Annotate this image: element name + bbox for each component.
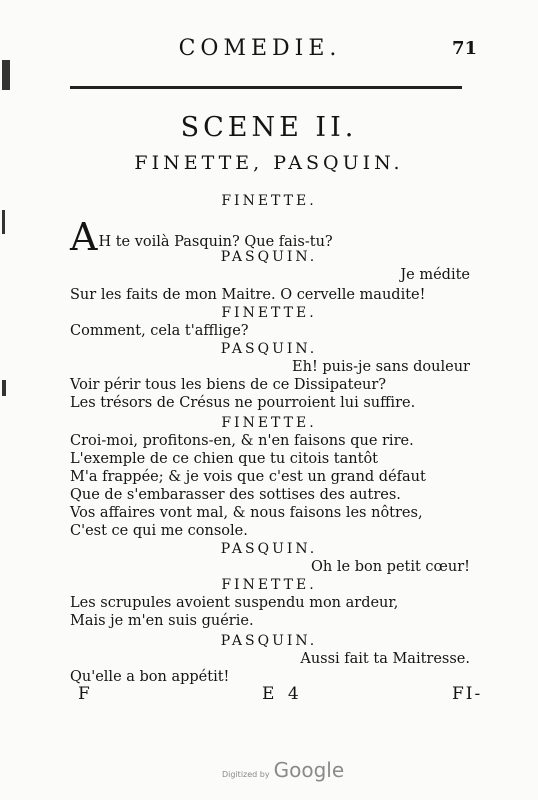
scene-characters: FINETTE, PASQUIN. <box>134 152 404 174</box>
page-number: 71 <box>452 38 478 59</box>
verse-line: Les trésors de Crésus ne pourroient lui suffire. <box>70 395 416 411</box>
speaker-label: PASQUIN. <box>220 541 318 557</box>
speaker-label: PASQUIN. <box>220 633 318 649</box>
verse-line: M'a frappée; & je vois que c'est un grand défaut <box>70 469 426 485</box>
verse-line: Les scrupules avoient suspendu mon ardeur, <box>70 595 399 611</box>
speaker-label: FINETTE. <box>221 577 317 593</box>
verse-line: C'est ce qui me console. <box>70 523 248 539</box>
signature-mark: E 4 <box>262 684 303 704</box>
running-head: COMEDIE. <box>178 36 342 61</box>
verse-line: Mais je m'en suis guérie. <box>70 613 254 629</box>
header-rule <box>70 86 462 89</box>
speaker-label: FINETTE. <box>221 305 317 321</box>
watermark-prefix: Digitized by <box>222 770 270 779</box>
verse-line: Oh le bon petit cœur! <box>311 559 470 575</box>
google-logo: Google <box>273 758 345 782</box>
drop-cap: A <box>70 215 98 259</box>
verse-line: Vos affaires vont mal, & nous faisons les nôtres, <box>70 505 423 521</box>
verse-line: Que de s'embarasser des sottises des autres. <box>70 487 401 503</box>
footer-left-mark: F <box>78 684 90 704</box>
binding-edge-mark <box>2 380 6 396</box>
speaker-label: FINETTE. <box>221 193 317 209</box>
verse-line: Eh! puis-je sans douleur <box>292 359 470 375</box>
binding-edge-mark <box>2 60 10 90</box>
verse-line: Je médite <box>400 267 470 283</box>
verse-line: Aussi fait ta Maitresse. <box>300 651 470 667</box>
digitized-watermark <box>222 758 344 782</box>
verse-line: Croi-moi, profitons-en, & n'en faisons que rire. <box>70 433 414 449</box>
catchword: FI- <box>452 684 483 704</box>
verse-line: Comment, cela t'afflige? <box>70 323 249 339</box>
speaker-label: PASQUIN. <box>220 341 318 357</box>
verse-line: Voir périr tous les biens de ce Dissipateur? <box>70 377 387 393</box>
speaker-label: PASQUIN. <box>220 249 318 265</box>
verse-text: H te voilà Pasquin? Que fais-tu? <box>98 234 333 250</box>
verse-line: Qu'elle a bon appétit! <box>70 669 230 685</box>
scene-title: SCENE II. <box>180 112 358 143</box>
speaker-label: FINETTE. <box>221 415 317 431</box>
binding-edge-mark <box>2 210 5 234</box>
verse-line: Sur les faits de mon Maitre. O cervelle maudite! <box>70 287 426 303</box>
verse-line: L'exemple de ce chien que tu citois tantôt <box>70 451 379 467</box>
